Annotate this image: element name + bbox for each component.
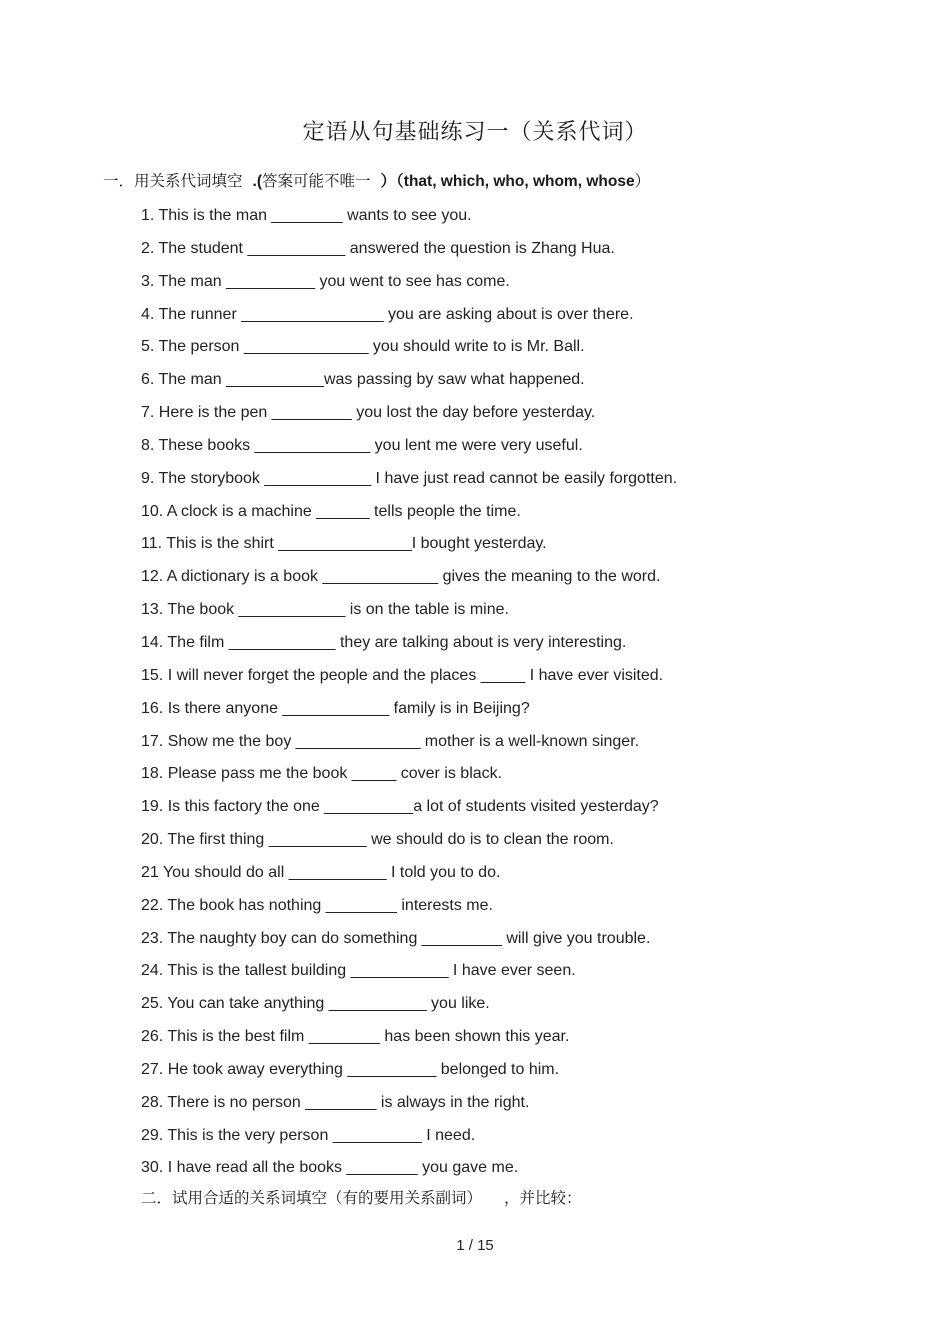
question-item: 29. This is the very person __________ I need. xyxy=(141,1126,476,1144)
question-list xyxy=(141,205,677,1190)
question-item: 18. Please pass me the book _____ cover is black. xyxy=(141,765,503,783)
page-title: 定语从句基础练习一（关系代词） xyxy=(302,120,648,145)
section-2-heading xyxy=(141,1187,582,1210)
question-item: 14. The film ____________ they are talking about is very interesting. xyxy=(141,633,627,651)
question-item: 4. The runner ________________ you are asking about is over there. xyxy=(141,305,634,323)
question-item: 26. This is the best film ________ has been shown this year. xyxy=(141,1028,570,1046)
section-1-word-list: that, which, who, whom, whose xyxy=(403,173,635,190)
question-item: 27. He took away everything __________ belonged to him. xyxy=(141,1060,560,1078)
section-1-note: 答案可能不唯一 xyxy=(262,172,371,190)
question-item: 16. Is there anyone ____________ family is in Beijing? xyxy=(141,699,530,717)
section-1-number: 一． xyxy=(103,172,135,190)
question-item: 23. The naughty boy can do something _________ will give you trouble. xyxy=(141,929,651,947)
section-1-heading xyxy=(103,170,650,193)
question-item: 21 You should do all ___________ I told you to do. xyxy=(141,863,501,881)
question-item: 13. The book ____________ is on the table is mine. xyxy=(141,601,509,619)
section-1-note-open: .( xyxy=(252,173,262,190)
question-item: 9. The storybook ____________ I have just read cannot be easily forgotten. xyxy=(141,469,678,487)
question-item: 25. You can take anything ___________ you like. xyxy=(141,995,490,1013)
question-item: 3. The man __________ you went to see has come. xyxy=(141,272,510,290)
page-number: 1 / 15 xyxy=(456,1237,494,1254)
question-item: 1. This is the man ________ wants to see you. xyxy=(141,207,472,224)
section-2-tail: ，并比较： xyxy=(504,1189,582,1207)
question-item: 10. A clock is a machine ______ tells people the time. xyxy=(141,502,521,520)
question-item: 2. The student ___________ answered the question is Zhang Hua. xyxy=(141,239,615,257)
question-item: 17. Show me the boy ______________ mother is a well-known singer. xyxy=(141,732,640,750)
section-2-number: 二． xyxy=(141,1189,173,1207)
question-item: 24. This is the tallest building ___________ I have ever seen. xyxy=(141,962,576,980)
section-1-instruction: 用关系代词填空 xyxy=(134,172,243,190)
question-item: 6. The man ___________was passing by saw what happened. xyxy=(141,371,585,389)
question-item: 20. The first thing ___________ we should do is to clean the room. xyxy=(141,831,614,849)
section-1-close: ） xyxy=(634,172,651,190)
question-item: 7. Here is the pen _________ you lost the day before yesterday. xyxy=(141,404,596,422)
question-item: 19. Is this factory the one __________a lot of students visited yesterday? xyxy=(141,798,659,816)
question-item: 22. The book has nothing ________ interests me. xyxy=(141,896,493,914)
section-1-note-close: ）（ xyxy=(380,173,404,190)
question-item: 30. I have read all the books ________ you gave me. xyxy=(141,1159,519,1177)
question-item: 12. A dictionary is a book _____________ gives the meaning to the word. xyxy=(141,568,661,586)
section-2-instruction: 试用合适的关系词填空（有的要用关系副词） xyxy=(172,1189,483,1207)
question-item: 28. There is no person ________ is always in the right. xyxy=(141,1093,530,1111)
question-item: 11. This is the shirt _______________I bought yesterday. xyxy=(141,535,547,553)
question-item: 8. These books _____________ you lent me were very useful. xyxy=(141,436,583,454)
question-item: 15. I will never forget the people and the places _____ I have ever visited. xyxy=(141,666,664,684)
question-item: 5. The person ______________ you should write to is Mr. Ball. xyxy=(141,338,585,356)
